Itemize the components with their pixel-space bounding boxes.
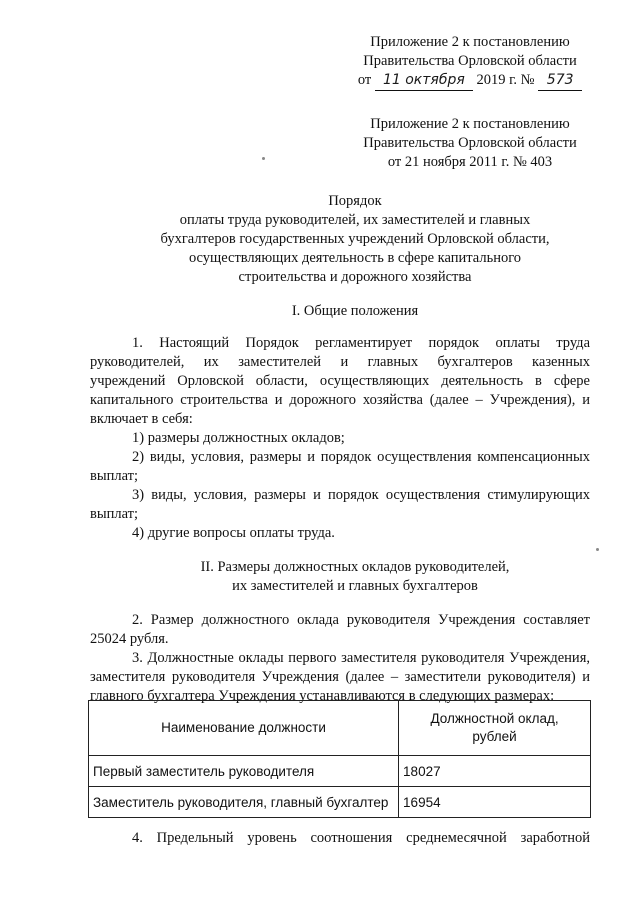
title-line3: бухгалтеров государственных учреждений Орловской области, <box>160 231 550 247</box>
paragraph-3-line2: заместителя руководителя Учреждения (далее – заместители руководителя) и <box>90 669 590 685</box>
appendix-old-line1: Приложение 2 к постановлению <box>370 116 570 132</box>
appendix-new-prefix: от <box>357 72 372 88</box>
list-item-3-line1: 3) виды, условия, размеры и порядок осуществления стимулирующих <box>132 487 590 503</box>
header-position: Наименование должности <box>89 701 399 756</box>
salary-table <box>88 700 591 818</box>
appendix-new-block <box>320 33 620 91</box>
document-title <box>90 192 620 287</box>
handwritten-number: 573 <box>538 71 582 91</box>
table-row <box>89 756 591 787</box>
appendix-new-line2: Правительства Орловской области <box>363 53 577 69</box>
table-row <box>89 787 591 818</box>
section1-heading <box>90 302 620 321</box>
appendix-old-block <box>320 115 620 172</box>
appendix-old-line3: от 21 ноября 2011 г. № 403 <box>387 154 553 170</box>
section2-heading-line1: II. Размеры должностных окладов руководителей, <box>200 559 510 575</box>
section1-heading-text: I. Общие положения <box>291 303 419 319</box>
appendix-new-date-line <box>320 71 620 91</box>
paragraph-1-line1: 1. Настоящий Порядок регламентирует порядок оплаты труда <box>132 335 590 351</box>
paragraph-2-line1: 2. Размер должностного оклада руководителя Учреждения составляет <box>132 612 590 628</box>
list-item-2-line2: выплат; <box>90 468 139 484</box>
row2-salary: 16954 <box>399 787 591 818</box>
title-line2: оплаты труда руководителей, их заместителей и главных <box>179 212 531 228</box>
title-line1: Порядок <box>328 193 382 209</box>
title-line5: строительства и дорожного хозяйства <box>238 269 472 285</box>
paragraph-3-line3: главного бухгалтера Учреждения устанавливаются в следующих размерах: <box>90 688 555 704</box>
row1-salary: 18027 <box>399 756 591 787</box>
list-item-2-line1: 2) виды, условия, размеры и порядок осуществления компенсационных <box>132 449 590 465</box>
scan-speck <box>262 157 265 160</box>
header-salary <box>399 701 591 756</box>
row2-position: Заместитель руководителя, главный бухгалтер <box>89 787 399 818</box>
paragraph-3-line1: 3. Должностные оклады первого заместителя руководителя Учреждения, <box>132 650 590 666</box>
appendix-old-line2: Правительства Орловской области <box>363 135 577 151</box>
handwritten-date: 11 октября <box>375 71 473 91</box>
paragraph-1-line3: учреждений Орловской области, осуществляющих деятельность в сфере <box>90 373 590 389</box>
table-header-row <box>89 701 591 756</box>
list-item-3-line2: выплат; <box>90 506 139 522</box>
title-line4: осуществляющих деятельность в сфере капитального <box>188 250 522 266</box>
section2-heading-line2: их заместителей и главных бухгалтеров <box>232 578 478 594</box>
section2-heading <box>90 558 620 596</box>
row1-position: Первый заместитель руководителя <box>89 756 399 787</box>
scan-speck <box>596 548 599 551</box>
appendix-new-line1: Приложение 2 к постановлению <box>370 34 570 50</box>
list-item-4: 4) другие вопросы оплаты труда. <box>132 525 335 541</box>
header-salary-line2: рублей <box>472 729 517 744</box>
paragraph-2-line2: 25024 рубля. <box>90 631 169 647</box>
paragraph-1-line5: включает в себя: <box>90 411 193 427</box>
paragraph-4-line1: 4. Предельный уровень соотношения среднемесячной заработной <box>132 830 590 846</box>
list-item-1: 1) размеры должностных окладов; <box>132 430 345 446</box>
header-salary-line1: Должностной оклад, <box>430 711 559 726</box>
paragraph-1-line4: капитального строительства и дорожного хозяйства (далее – Учреждения), и <box>90 392 590 408</box>
paragraph-1-line2: руководителей, их заместителей и главных бухгалтеров казенных <box>90 354 590 370</box>
appendix-new-mid: 2019 г. № <box>476 72 535 88</box>
